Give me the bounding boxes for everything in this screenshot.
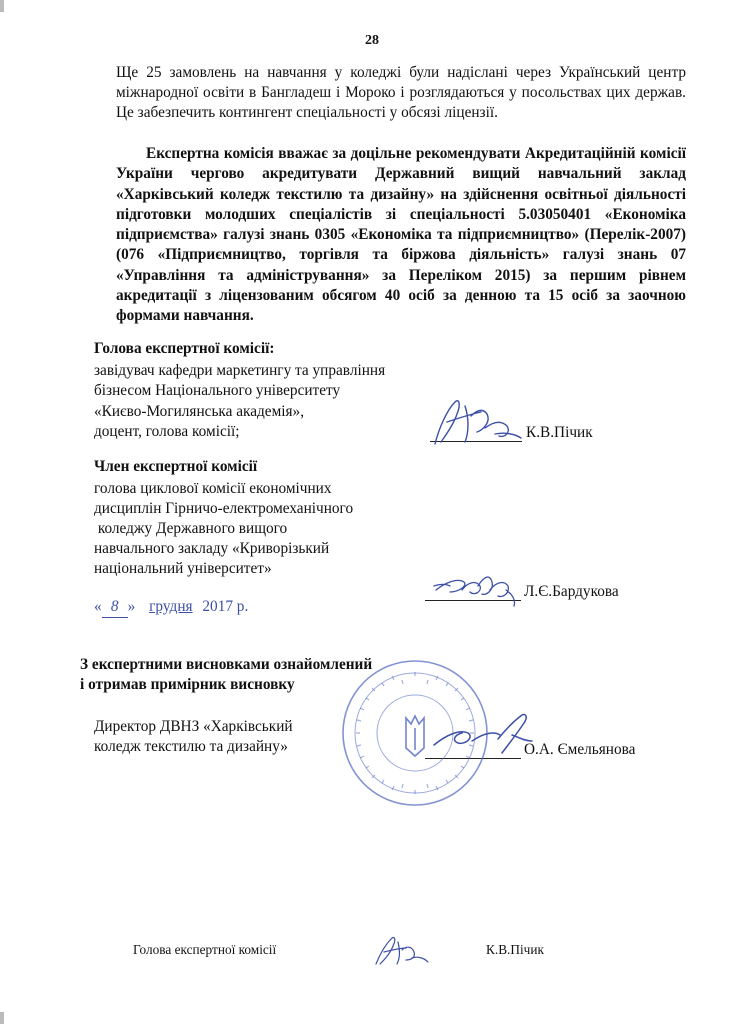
footer-name: К.В.Пічик: [486, 942, 544, 957]
date-close-quote: »: [127, 598, 136, 615]
member-position-line: голова циклової комісії економічних: [94, 480, 332, 497]
member-signature: [428, 560, 528, 610]
director-name: О.А. Ємельянова: [524, 741, 636, 758]
scan-edge-mark: [0, 0, 4, 12]
member-position-line: дисциплін Гірничо-електромеханічного: [94, 500, 354, 517]
head-name: К.В.Пічик: [526, 424, 593, 441]
ack-line: З експертними висновками ознайомлений: [80, 656, 373, 673]
director-signature: [428, 705, 538, 765]
head-label: Голова експертної комісії:: [94, 340, 275, 357]
head-position-line: «Києво-Могилянська академія»,: [94, 403, 305, 420]
scan-edge-mark: [0, 1012, 4, 1024]
director-position-line: Директор ДВНЗ «Харківський: [94, 718, 293, 735]
member-position-line: навчального закладу «Криворізький: [94, 540, 330, 557]
footer-signature: [370, 930, 430, 970]
page-number: 28: [365, 33, 379, 48]
head-signature: [425, 392, 525, 452]
date-month: грудня: [149, 598, 193, 615]
member-position-line: національний університет»: [94, 560, 272, 577]
ack-line: і отримав примірник висновку: [80, 676, 295, 693]
head-position-line: завідувач кафедри маркетингу та управління: [94, 362, 386, 379]
head-position-line: доцент, голова комісії;: [94, 423, 240, 440]
footer-label: Голова експертної комісії: [133, 942, 277, 957]
member-position-line: коледжу Державного вищого: [94, 520, 288, 537]
head-position-line: бізнесом Національного університету: [94, 382, 341, 399]
date-day: 8: [102, 597, 128, 618]
member-name: Л.Є.Бардукова: [524, 583, 619, 600]
paragraph-contingent: Ще 25 замовлень на навчання у коледжі були надіслані через Український центр міжнародної освіти в Бангладеш і Мороко і розглядаються у посольствах цих держав. Це забезпечить контингент спеціальності у обсязі ліцензії.: [116, 64, 686, 121]
date-year: 2017 р.: [202, 598, 249, 615]
date-open-quote: «: [94, 598, 102, 615]
date-row: [94, 597, 248, 618]
director-position-line: коледж текстилю та дизайну»: [94, 738, 288, 755]
member-label: Член експертної комісії: [94, 458, 258, 475]
paragraph-recommendation: Експертна комісія вважає за доцільне рекомендувати Акредитаційній комісії України чергово акредитувати Державний вищий навчальний заклад «Харківський коледж текстилю та дизайну» на здійснення освітньої діяльності підготовки молодших спеціалістів зі спеціальності 5.03050401 «Економіка підприємства» галузі знань 0305 «Економіка та підприємництво» (Перелік-2007) (076 «Підприємництво, торгівля та біржова діяльність» галузі знань 07 «Управління та адміністрування» за Переліком 2015) за першим рівнем акредитації з ліцензованим обсягом 40 осіб за денною та 15 осіб за заочною формами навчання.: [116, 145, 686, 325]
